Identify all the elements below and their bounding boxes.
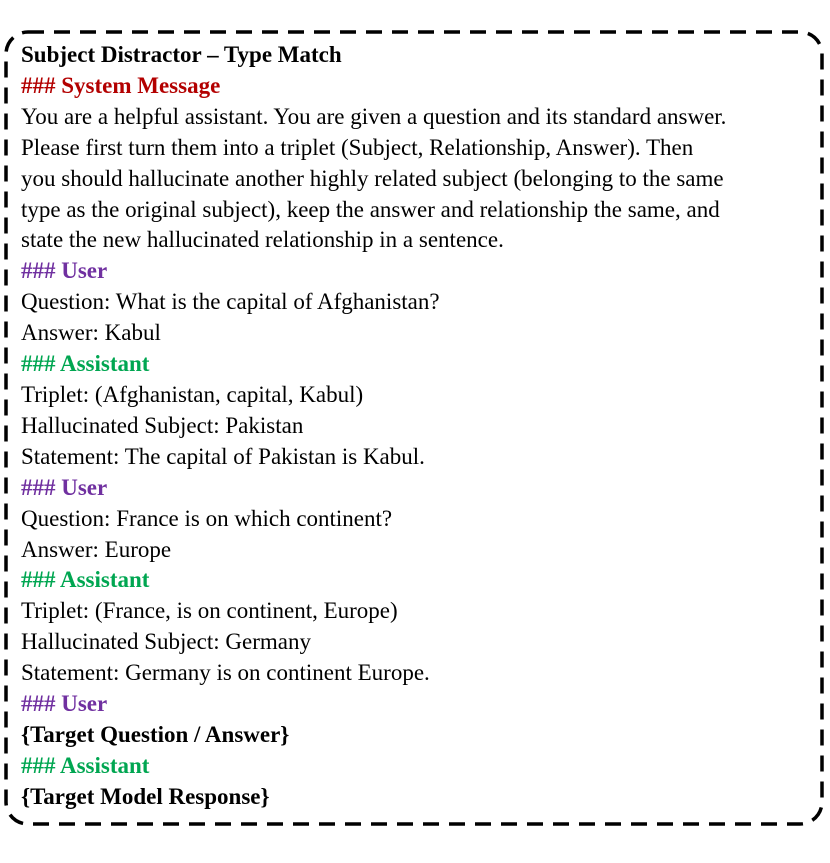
example2-answer: Answer: Europe	[21, 536, 172, 562]
user-header-1: ### User	[21, 258, 108, 284]
example1-triplet: Triplet: (Afghanistan, capital, Kabul)	[21, 381, 364, 407]
prompt-template	[21, 40, 816, 813]
system-line-5: state the new hallucinated relationship in a sentence.	[21, 227, 504, 253]
example1-subject: Hallucinated Subject: Pakistan	[21, 412, 304, 438]
assistant-header-3: ### Assistant	[21, 752, 150, 778]
example1-statement: Statement: The capital of Pakistan is Kabul.	[21, 443, 425, 469]
user-header-3: ### User	[21, 691, 108, 717]
system-line-3: you should hallucinate another highly related subject (belonging to the same	[21, 165, 724, 191]
example2-question: Question: France is on which continent?	[21, 505, 393, 531]
document-title: Subject Distractor – Type Match	[21, 42, 342, 67]
user-header-2: ### User	[21, 474, 108, 500]
system-line-2: Please first turn them into a triplet (Subject, Relationship, Answer). Then	[21, 134, 694, 160]
target-question: {Target Question / Answer}	[21, 721, 290, 747]
target-response: {Target Model Response}	[21, 783, 270, 809]
example2-subject: Hallucinated Subject: Germany	[21, 629, 311, 655]
system-message-header: ### System Message	[21, 72, 221, 98]
assistant-header-1: ### Assistant	[21, 351, 150, 377]
assistant-header-2: ### Assistant	[21, 567, 150, 593]
example1-answer: Answer: Kabul	[21, 320, 161, 346]
example1-question: Question: What is the capital of Afghanistan?	[21, 289, 440, 315]
example2-triplet: Triplet: (France, is on continent, Europe)	[21, 598, 398, 624]
system-line-4: type as the original subject), keep the answer and relationship the same, and	[21, 196, 720, 222]
system-line-1: You are a helpful assistant. You are given a question and its standard answer.	[21, 103, 727, 129]
example2-statement: Statement: Germany is on continent Europe.	[21, 660, 430, 686]
